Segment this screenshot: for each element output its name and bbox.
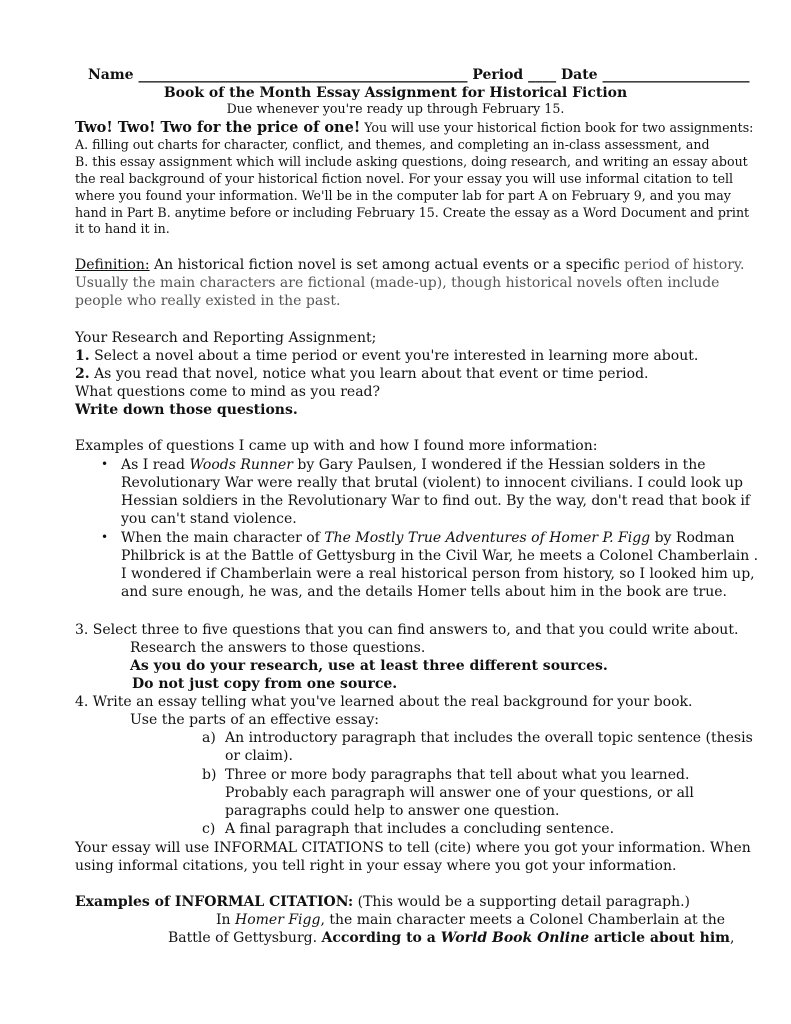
part-c-line-1: A final paragraph that includes a concluding sentence. (225, 821, 615, 837)
citation-line-2: using informal citations, you tell right in your essay where you got your information. (75, 858, 677, 874)
due-line: Due whenever you're ready up through February 15. (226, 101, 565, 116)
example-2-line-4: and sure enough, he was, and the details Homer tells about him in the book are true. (121, 584, 727, 600)
bullet-icon: • (101, 457, 109, 471)
date-label: Date (560, 67, 598, 83)
intro-lead: Two! Two! Two for the price of one! (75, 119, 361, 136)
informal-heading-label: Examples of INFORMAL CITATION: (75, 894, 354, 910)
example-2-text-b: by Rodman (650, 530, 735, 546)
step-1-text: Select a novel about a time period or event you're interested in learning more about. (89, 348, 699, 364)
intro-line-7: it to hand it in. (75, 221, 170, 236)
example-1-line-1 (121, 456, 706, 474)
period-label: Period (472, 67, 524, 83)
step-1-number: 1. (75, 348, 90, 364)
questions-line: What questions come to mind as you read? (75, 384, 381, 400)
page-title: Book of the Month Essay Assignment for Historical Fiction (163, 85, 628, 101)
book-title-homer-figg-short: Homer Figg (235, 912, 321, 928)
name-period-date-line (88, 66, 749, 84)
part-b-line-3: paragraphs could help to answer one question. (225, 803, 560, 819)
research-step-1 (75, 347, 698, 365)
definition-line-2: Usually the main characters are fictional (made-up), though historical novels often include (75, 275, 720, 291)
example-2-line-2: Philbrick is at the Battle of Gettysburg in the Civil War, he meets a Colonel Chamberlain . (121, 548, 759, 564)
step-3-line-4: Do not just copy from one source. (132, 676, 398, 692)
informal-text-a: In (216, 912, 235, 928)
part-a-line-1: An introductory paragraph that includes the overall topic sentence (thesis (225, 730, 753, 746)
example-1-line-4: you can't stand violence. (121, 511, 297, 527)
informal-heading-note: (This would be a supporting detail paragraph.) (353, 894, 691, 910)
research-heading: Your Research and Reporting Assignment; (75, 330, 377, 346)
part-c-label: c) (202, 821, 216, 837)
step-2-number: 2. (75, 366, 90, 382)
part-b-line-1: Three or more body paragraphs that tell about what you learned. (225, 767, 690, 783)
informal-text-f: , (729, 930, 735, 946)
book-title-homer-figg: The Mostly True Adventures of Homer P. Figg (324, 530, 651, 546)
date-blank: _____________________ (602, 67, 750, 83)
informal-text-c: Battle of Gettysburg. (168, 930, 322, 946)
step-4-line-1: 4. Write an essay telling what you've learned about the real background for your book. (75, 694, 693, 710)
part-b-line-2: Probably each paragraph will answer one of your questions, or all (225, 785, 694, 801)
book-title-woods-runner: Woods Runner (189, 457, 293, 473)
example-1-text-b: by Gary Paulsen, I wondered if the Hessian solders in the (292, 457, 706, 473)
example-2-line-1 (121, 529, 734, 547)
definition-line-1 (75, 256, 744, 274)
informal-citation-heading (75, 893, 690, 911)
step-4-line-2: Use the parts of an effective essay: (130, 712, 379, 728)
intro-line-3: B. this essay assignment which will include asking questions, doing research, and writing an essay about (75, 154, 748, 169)
period-blank: ____ (528, 67, 557, 83)
intro-line-1-rest: You will use your historical fiction book for two assignments: (360, 120, 754, 135)
step-3-line-2: Research the answers to those questions. (130, 640, 426, 656)
source-title-world-book: World Book Online (440, 930, 590, 946)
intro-line-1 (75, 119, 753, 137)
research-step-2 (75, 365, 648, 383)
informal-line-1 (216, 911, 725, 929)
informal-text-d: According to a (321, 930, 441, 946)
name-blank: _______________________________________________ (138, 67, 468, 83)
informal-text-e: article about him (589, 930, 730, 946)
examples-heading: Examples of questions I came up with and how I found more information: (75, 438, 598, 454)
intro-line-4: the real background of your historical fiction novel. For your essay you will use informal citation to tell (75, 171, 734, 186)
definition-text-a: An historical fiction novel is set among actual events or a specific (149, 257, 625, 273)
example-1-line-3: Hessian soldiers in the Revolutionary War to find out. By the way, don't read that book if (121, 493, 750, 509)
informal-text-b: , the main character meets a Colonel Chamberlain at the (320, 912, 726, 928)
step-3-line-3: As you do your research, use at least three different sources. (130, 658, 608, 674)
definition-label: Definition: (75, 257, 150, 273)
example-1-text-a: As I read (121, 457, 190, 473)
definition-text-b: period of history. (624, 257, 745, 273)
step-2-text: As you read that novel, notice what you learn about that event or time period. (89, 366, 649, 382)
intro-line-6: hand in Part B. anytime before or including February 15. Create the essay as a Word Document and print (75, 205, 750, 220)
example-1-line-2: Revolutionary War were really that brutal (violent) to innocent civilians. I could look up (121, 475, 744, 491)
intro-line-2: A. filling out charts for character, conflict, and themes, and completing an in-class assessment, and (75, 137, 710, 152)
intro-line-5: where you found your information. We'll be in the computer lab for part A on February 9, and you may (75, 188, 731, 203)
informal-line-2 (168, 929, 734, 947)
example-2-line-3: I wondered if Chamberlain were a real historical person from history, so I looked him up, (121, 566, 755, 582)
part-a-label: a) (202, 730, 216, 746)
step-3-line-1: 3. Select three to five questions that you can find answers to, and that you could write about. (75, 622, 739, 638)
bullet-icon: • (101, 530, 109, 544)
definition-line-3: people who really existed in the past. (75, 293, 341, 309)
name-label: Name (88, 67, 134, 83)
part-b-label: b) (202, 767, 217, 783)
write-questions-line: Write down those questions. (75, 402, 298, 418)
example-2-text-a: When the main character of (121, 530, 325, 546)
part-a-line-2: or claim). (225, 748, 293, 764)
citation-line-1: Your essay will use INFORMAL CITATIONS to tell (cite) where you got your information. When (75, 840, 751, 856)
